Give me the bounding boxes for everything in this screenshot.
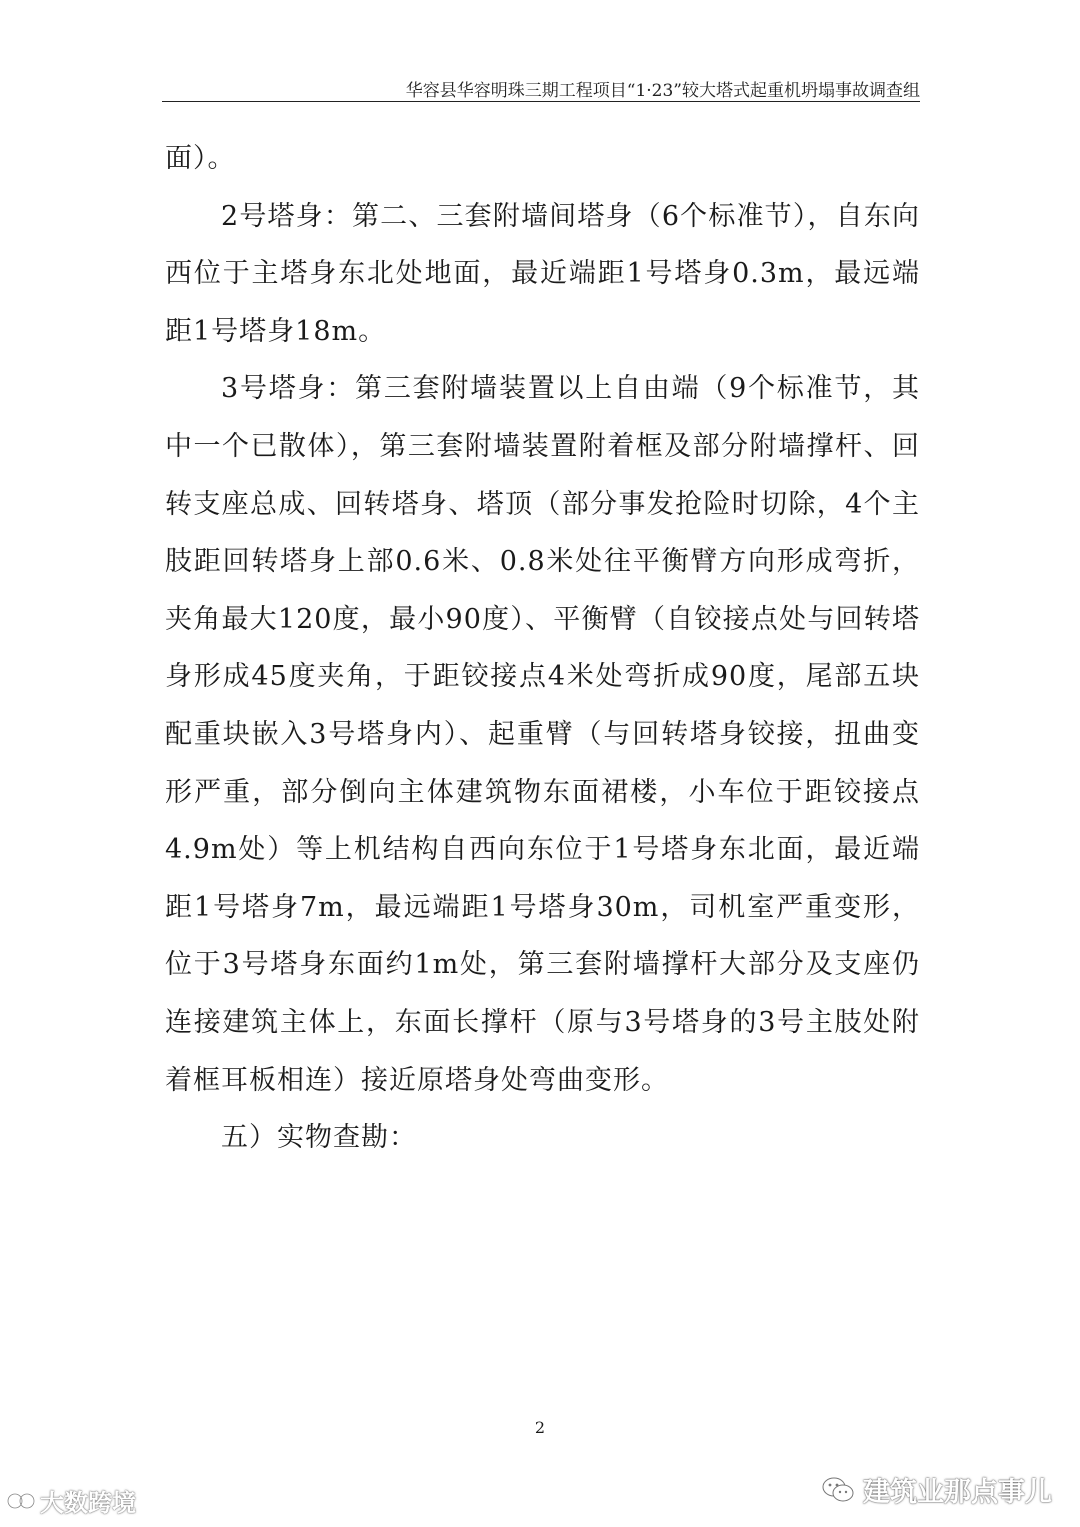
paragraph-1: 面）。: [165, 143, 236, 174]
header-divider: [162, 101, 920, 102]
logo-icon: [6, 1490, 36, 1512]
page-number: 2: [534, 1418, 546, 1437]
watermark-right-text: 建筑业那点事儿: [863, 1477, 1052, 1508]
paragraph-2: 2号塔身：第二、三套附墙间塔身（6个标准节），自东向西位于主塔身东北处地面，最近端距1号塔身0.3m，最远端距1号塔身18m。: [165, 200, 920, 347]
document-body: [165, 130, 920, 1167]
paragraph-4: 五）实物查勘：: [221, 1122, 417, 1154]
paragraph-3: 3号塔身：第三套附墙装置以上自由端（9个标准节，其中一个已散体），第三套附墙装置附着框及部分附墙撑杆、回转支座总成、回转塔身、塔顶（部分事发抢险时切除，4个主肢距回转塔身上部0.6米、0.8米处往平衡臂方向形成弯折，夹角最大120度，最小90度）、平衡臂（自铰接点处与回转塔身形成45度夹角，于距铰接点4米处弯折成90度，尾部五块配重块嵌入3号塔身内）、起重臂（与回转塔身铰接，扭曲变形严重，部分倒向主体建筑物东面裙楼，小车位于距铰接点4.9m处）等上机结构自西向东位于1号塔身东北面，最近端距1号塔身7m，最远端距1号塔身30m，司机室严重变形，位于3号塔身东面约1m处，第三套附墙撑杆大部分及支座仍连接建筑主体上，东面长撑杆（原与3号塔身的3号主肢处附着框耳板相连）接近原塔身处弯曲变形。: [165, 373, 920, 1096]
wechat-icon: [821, 1475, 855, 1505]
page-header: 华容县华容明珠三期工程项目“1·23”较大塔式起重机坍塌事故调查组: [405, 81, 920, 101]
watermark-left: [6, 1483, 136, 1518]
watermark-right: [821, 1470, 1052, 1509]
watermark-left-text: 大数跨境: [40, 1489, 136, 1517]
